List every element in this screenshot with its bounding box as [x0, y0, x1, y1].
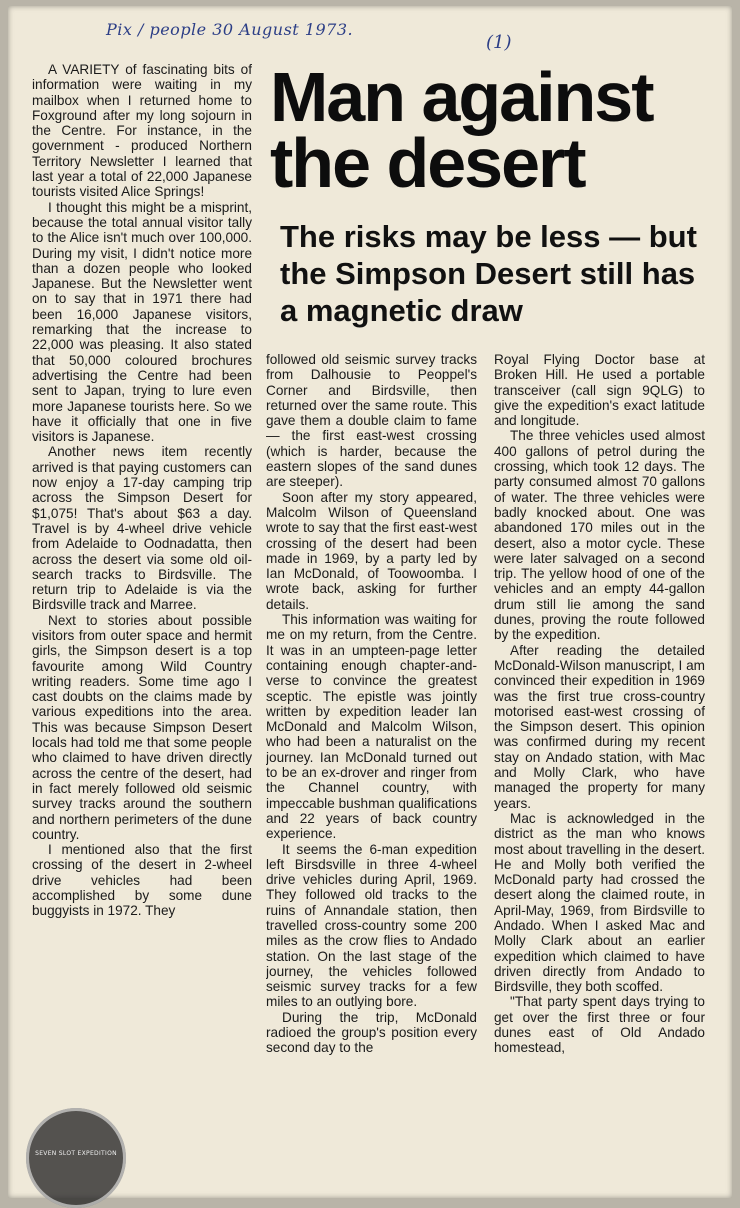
- paragraph: Royal Flying Doctor base at Broken Hill. He used a portable transceiver (call sign 9QLG) to give the expedition's exact latitude and longitude.: [494, 352, 705, 429]
- paragraph: During the trip, McDonald radioed the group's position every second day to the: [266, 1009, 477, 1056]
- stamp-text: SEVEN SLOT EXPEDITION: [35, 1150, 117, 1157]
- paragraph: followed old seismic survey tracks from Dalhousie to Peoppel's Corner and Birdsville, then returned over the same route. This gave them a double claim to fame — the first east-west crossing (which is harder, because the eastern slopes of the sand dunes are steeper).: [266, 352, 477, 490]
- paragraph: Next to stories about possible visitors from outer space and hermit girls, the Simpson desert is a top favourite among Wild Country writing readers. Some time ago I cast doubts on the claims made by various expeditions into the area. This was because Simpson Desert locals had told me that some people who claimed to have driven directly across the centre of the desert, had in fact merely followed old seismic survey tracks around the southern and northern perimeters of the dune country.: [32, 612, 252, 842]
- paragraph: I mentioned also that the first crossing of the desert in 2-wheel drive vehicles had been accomplished by some dune buggyists in 1972. They: [32, 842, 252, 919]
- handwritten-note: Pix / people 30 August 1973.: [106, 20, 354, 39]
- article-headline: Man against the desert: [270, 58, 653, 202]
- paragraph: Another news item recently arrived is that paying customers can now enjoy a 17-day camping trip across the Simpson Desert for $1,075! That's about $63 a day. Travel is by 4-wheel drive vehicle from Adelaide to Oodnadatta, then across the desert via some old oil-search tracks to Birdsville. The return trip to Adelaide is via the Birdsville track and Marree.: [32, 444, 252, 613]
- paragraph: Soon after my story appeared, Malcolm Wilson of Queensland wrote to say that the first east-west crossing of the desert had been made in 1969, by a party led by Ian McDonald, of Toowoomba. I wrote back, asking for further details.: [266, 489, 477, 612]
- paragraph: The three vehicles used almost 400 gallons of petrol during the crossing, which took 12 days. The party consumed almost 70 gallons of water. The three vehicles were badly knocked about. One was abandoned 170 miles out in the desert, also a motor cycle. These were later salvaged on a second trip. The yellow hood of one of the vehicles and an empty 44-gallon drum still lie among the sand dunes, proving the route followed by the expedition.: [494, 428, 705, 643]
- newspaper-clipping: [8, 6, 732, 1198]
- paragraph: Mac is acknowledged in the district as the man who knows most about travelling in the desert. He and Molly both verified the McDonald party had crossed the desert along the claimed route, in April-May, 1969, from Birdsville to Andado. When I asked Mac and Molly Clark about an earlier expedition which claimed to have driven directly from Andado to Birdsville, they both scoffed.: [494, 810, 705, 995]
- article-column-2: [266, 352, 477, 1197]
- paragraph: After reading the detailed McDonald-Wilson manuscript, I am convinced their expedition in 1969 was the first true cross-country motorised east-west crossing of the Simpson desert. This opinion was confirmed during my recent stay on Andado station, with Mac and Molly Clark, who have managed the property for many years.: [494, 642, 705, 811]
- paragraph: It seems the 6-man expedition left Birsdsville in three 4-wheel drive vehicles during April, 1969. They followed old tracks to the ruins of Annandale station, then travelled cross-country some 200 miles as the crow flies to Andado station. On the last stage of the journey, the vehicles followed seismic survey tracks for a few miles to an outlying bore.: [266, 841, 477, 1010]
- paragraph: "That party spent days trying to get over the first three or four dunes east of Old Andado homestead,: [494, 994, 705, 1056]
- page-number: (1): [486, 32, 512, 53]
- paragraph: A VARIETY of fascinating bits of information were waiting in my mailbox when I returned home to Foxground after my long sojourn in the Centre. For instance, in the government - produced Northern Territory Newsletter I learned that last year a total of 22,000 Japanese tourists visited Alice Springs!: [32, 62, 252, 200]
- paragraph: This information was waiting for me on my return, from the Centre. It was in an umpteen-page letter containing enough chapter-and-verse to convince the greatest sceptic. The epistle was jointly written by expedition leader Ian McDonald and Malcolm Wilson, who had been a naturalist on the journey. Ian McDonald turned out to be an ex-drover and ringer from the Channel country, with impeccable bushman qualifications and 22 years of back country experience.: [266, 612, 477, 842]
- article-column-3: [494, 352, 705, 1197]
- article-subheading: The risks may be less — but the Simpson Desert still has a magnetic draw: [280, 219, 697, 328]
- watermark-stamp: [26, 1108, 126, 1208]
- paragraph: I thought this might be a misprint, because the total annual visitor tally to the Alice isn't much over 100,000. During my visit, I didn't notice more than a dozen people who looked Japanese. But the Newsletter went on to say that in 1971 there had been 16,000 Japanese visitors, remarking that the increase to 22,000 was pleasing. It also stated that 50,000 coloured brochures advertising the Centre had been sent to Japan, trying to lure even more Japanese tourists here. So we have it officially that one in five visitors is Japanese.: [32, 199, 252, 445]
- article-column-1: [32, 62, 252, 1202]
